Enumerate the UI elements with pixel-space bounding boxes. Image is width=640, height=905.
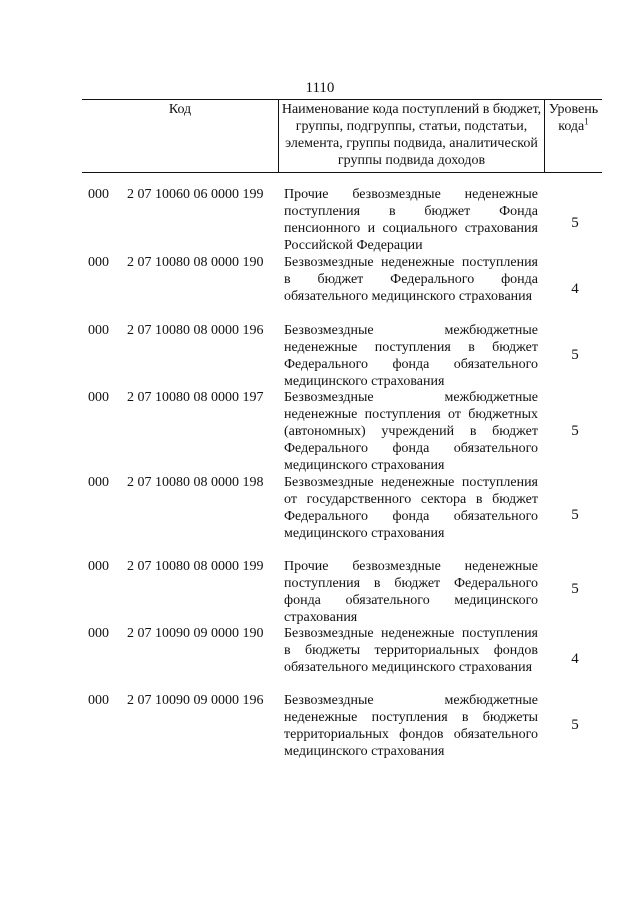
code-value: 2 07 10090 09 0000 196 bbox=[127, 693, 264, 708]
code-level: 4 bbox=[571, 651, 579, 667]
code-level: 5 bbox=[571, 507, 579, 523]
table-header-bottom-rule bbox=[82, 172, 602, 173]
code-prefix: 000 bbox=[88, 693, 109, 708]
code-value: 2 07 10080 08 0000 196 bbox=[127, 323, 264, 338]
code-name: Прочие безвозмездные неденежные поступления в бюджет Федерального фонда обязательного медицинского страхования bbox=[284, 559, 538, 625]
page-number: 1110 bbox=[305, 80, 335, 96]
code-name: Безвозмездные межбюджетные неденежные поступления от бюджетных (автономных) учреждений в бюджет Федерального фонда обязательного медицинского страхования bbox=[284, 390, 538, 473]
code-prefix: 000 bbox=[88, 187, 109, 202]
code-level: 5 bbox=[571, 215, 579, 231]
code-level: 5 bbox=[571, 581, 579, 597]
code-prefix: 000 bbox=[88, 559, 109, 574]
code-name: Безвозмездные межбюджетные неденежные поступления в бюджет Федерального фонда обязательного медицинского страхования bbox=[284, 323, 538, 389]
code-level: 5 bbox=[571, 423, 579, 439]
header-code: Код bbox=[168, 102, 192, 117]
code-value: 2 07 10080 08 0000 198 bbox=[127, 475, 264, 490]
code-prefix: 000 bbox=[88, 626, 109, 641]
code-prefix: 000 bbox=[88, 323, 109, 338]
header-level-footnote: 1 bbox=[584, 116, 589, 127]
code-value: 2 07 10080 08 0000 197 bbox=[127, 390, 264, 405]
code-level: 5 bbox=[571, 717, 579, 733]
code-prefix: 000 bbox=[88, 475, 109, 490]
code-value: 2 07 10080 08 0000 190 bbox=[127, 255, 264, 270]
code-level: 5 bbox=[571, 347, 579, 363]
table-header-top-rule bbox=[82, 99, 602, 100]
code-name: Прочие безвозмездные неденежные поступления в бюджет Фонда пенсионного и социального страхования Российской Федерации bbox=[284, 187, 538, 253]
code-name: Безвозмездные межбюджетные неденежные поступления в бюджеты территориальных фондов обязательного медицинского страхования bbox=[284, 693, 538, 759]
code-value: 2 07 10060 06 0000 199 bbox=[127, 187, 264, 202]
code-level: 4 bbox=[571, 281, 579, 297]
code-name: Безвозмездные неденежные поступления в бюджет Федерального фонда обязательного медицинского страхования bbox=[284, 255, 538, 304]
code-value: 2 07 10090 09 0000 190 bbox=[127, 626, 264, 641]
header-level bbox=[545, 101, 602, 135]
code-value: 2 07 10080 08 0000 199 bbox=[127, 559, 264, 574]
code-name: Безвозмездные неденежные поступления в бюджеты территориальных фондов обязательного медицинского страхования bbox=[284, 626, 538, 675]
header-level-label: Уровень кода bbox=[548, 102, 599, 134]
code-prefix: 000 bbox=[88, 390, 109, 405]
code-prefix: 000 bbox=[88, 255, 109, 270]
code-name: Безвозмездные неденежные поступления от государственного сектора в бюджет Федерального фонда обязательного медицинского страхования bbox=[284, 475, 538, 541]
header-name: Наименование кода поступлений в бюджет, группы, подгруппы, статьи, подстатьи, элемента, группы подвида, аналитической группы подвида доходов bbox=[281, 102, 542, 168]
